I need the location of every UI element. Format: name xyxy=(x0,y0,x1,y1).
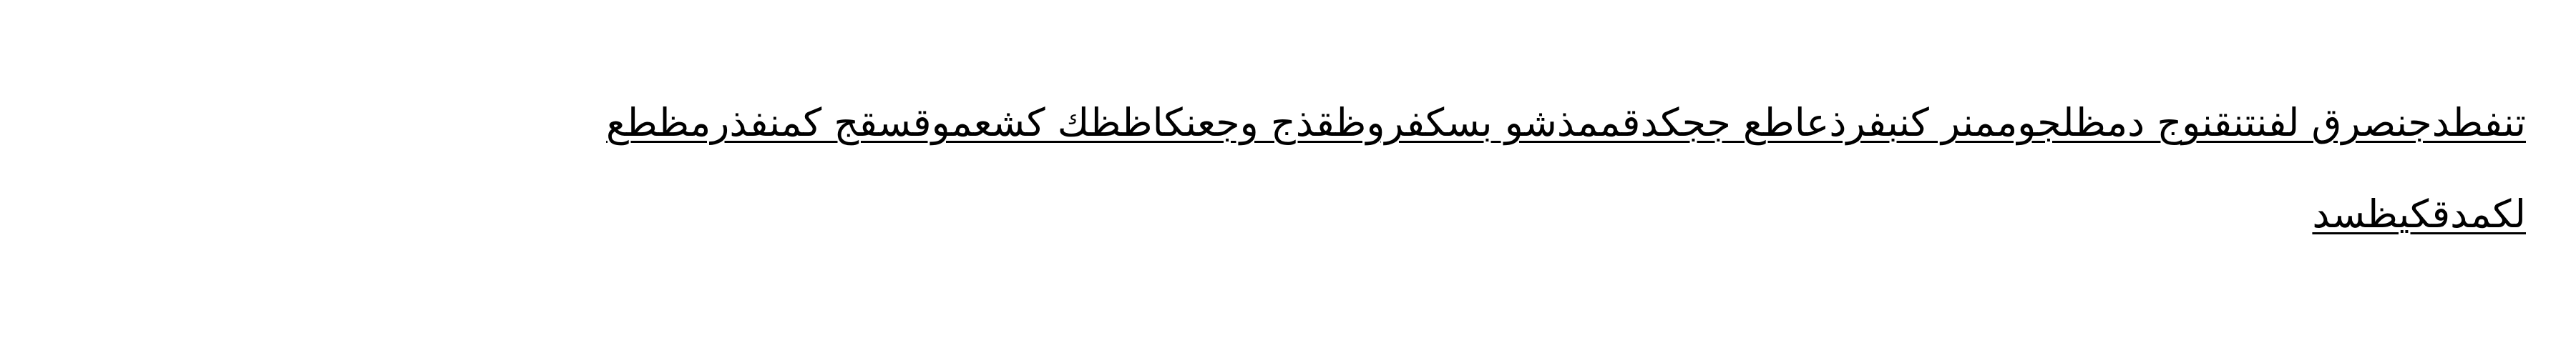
text-line-1: تنفطدجنصرق لفنتنقنوج دمظلجوممنر كنبفرذعاطع ججكدقممذشو بسكفروظقذج وجعنكاظظك كشعموقسقج كمنفذرمظطع xyxy=(606,100,2526,145)
text-line-2: لكمدقكيظسد xyxy=(2312,192,2526,237)
text-paragraph xyxy=(179,77,2526,260)
